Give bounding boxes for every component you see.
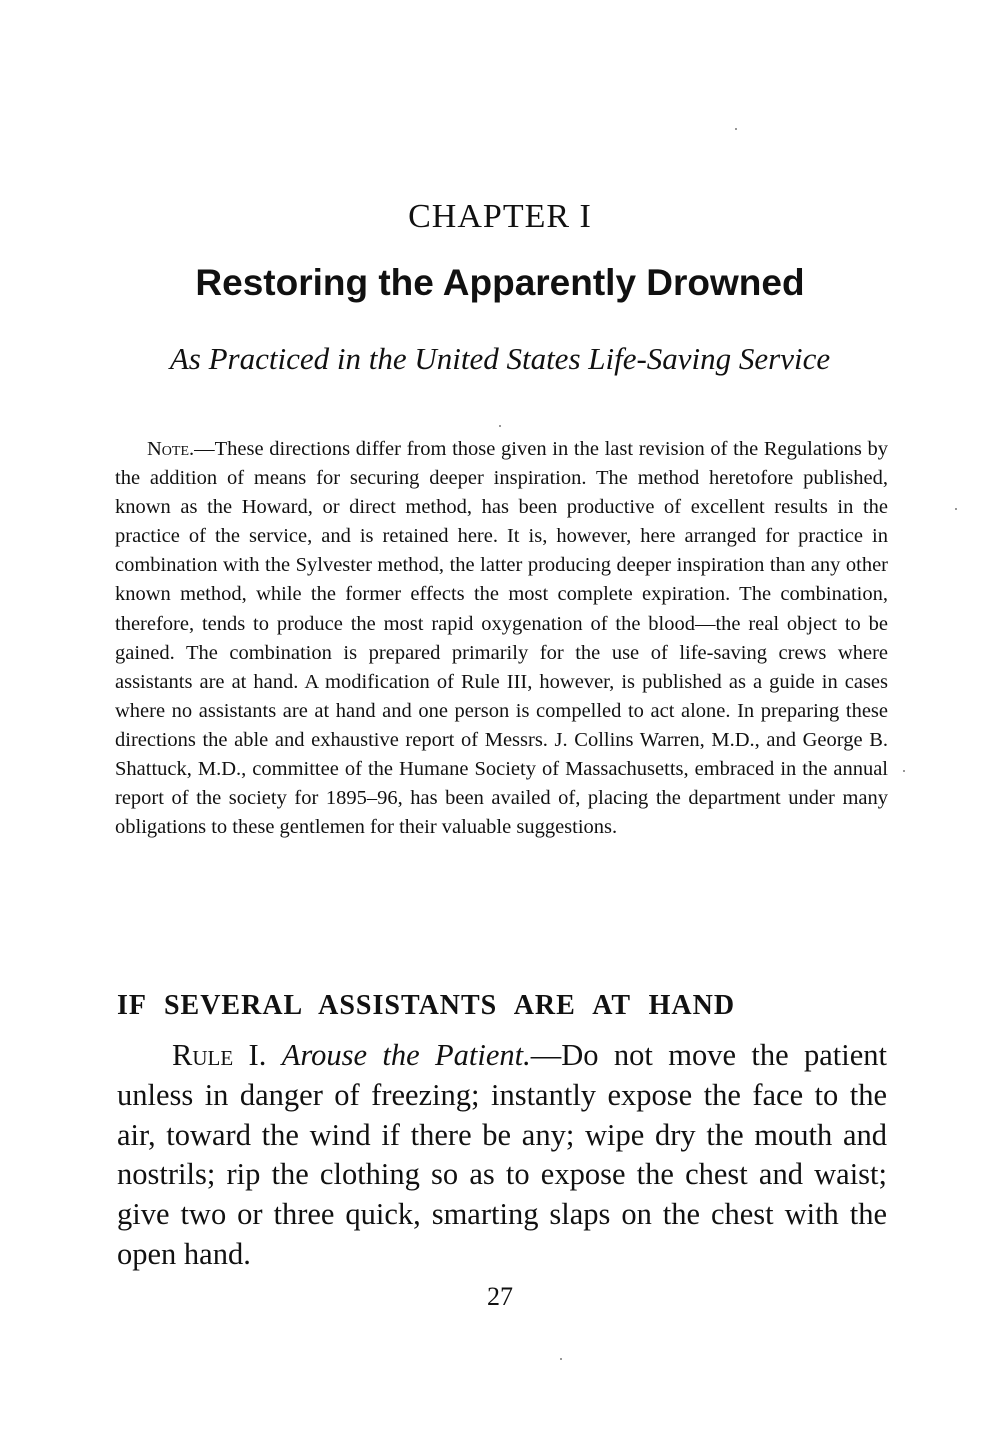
note-label: Note. <box>147 438 195 460</box>
rule-paragraph <box>117 1036 887 1275</box>
page-number: 27 <box>487 1282 513 1311</box>
rule-text: —Do not move the patient unless in danger of freezing; instantly expose the face to the air, toward the wind if there be any; wipe dry the mouth and nostrils; rip the clothing so as to expose the chest and waist; give two or three quick, smarting slaps on the chest with the open hand. <box>117 1038 887 1271</box>
rule-label: Rule I. <box>172 1038 267 1072</box>
scan-speck <box>560 1358 562 1360</box>
scan-speck <box>903 770 905 772</box>
chapter-title: Restoring the Apparently Drowned <box>195 262 805 303</box>
chapter-subtitle: As Practiced in the United States Life-Saving Service <box>169 341 831 376</box>
scan-speck <box>735 128 737 130</box>
editorial-note <box>115 435 888 842</box>
section-heading: IF SEVERAL ASSISTANTS ARE AT HAND <box>117 990 736 1021</box>
rule-title: Arouse the Patient. <box>281 1038 531 1072</box>
scan-speck <box>499 425 501 427</box>
note-text: —These directions differ from those given in the last revision of the Regulations by the addition of means for securing deeper inspiration. The method heretofore published, known as the Howard, or direct method, has been productive of excellent results in the practice of the service, and is retained here. It is, however, here arranged for practice in combination with the Sylvester method, the latter producing deeper inspiration than any other known method, while the former effects the most complete expiration. The combination, therefore, tends to produce the most rapid oxygenation of the blood—the real object to be gained. The combination is prepared primarily for the use of life-saving crews where assistants are at hand. A modification of Rule III, however, is published as a guide in cases where no assistants are at hand and one person is compelled to act alone. In preparing these directions the able and exhaustive report of Messrs. J. Collins Warren, M.D., and George B. Shattuck, M.D., committee of the Humane Society of Massachusetts, embraced in the annual report of the society for 1895–96, has been availed of, placing the department under many obligations to these gentlemen for their valuable suggestions. <box>115 438 888 839</box>
scan-speck <box>955 508 957 510</box>
chapter-label: CHAPTER I <box>408 198 592 235</box>
